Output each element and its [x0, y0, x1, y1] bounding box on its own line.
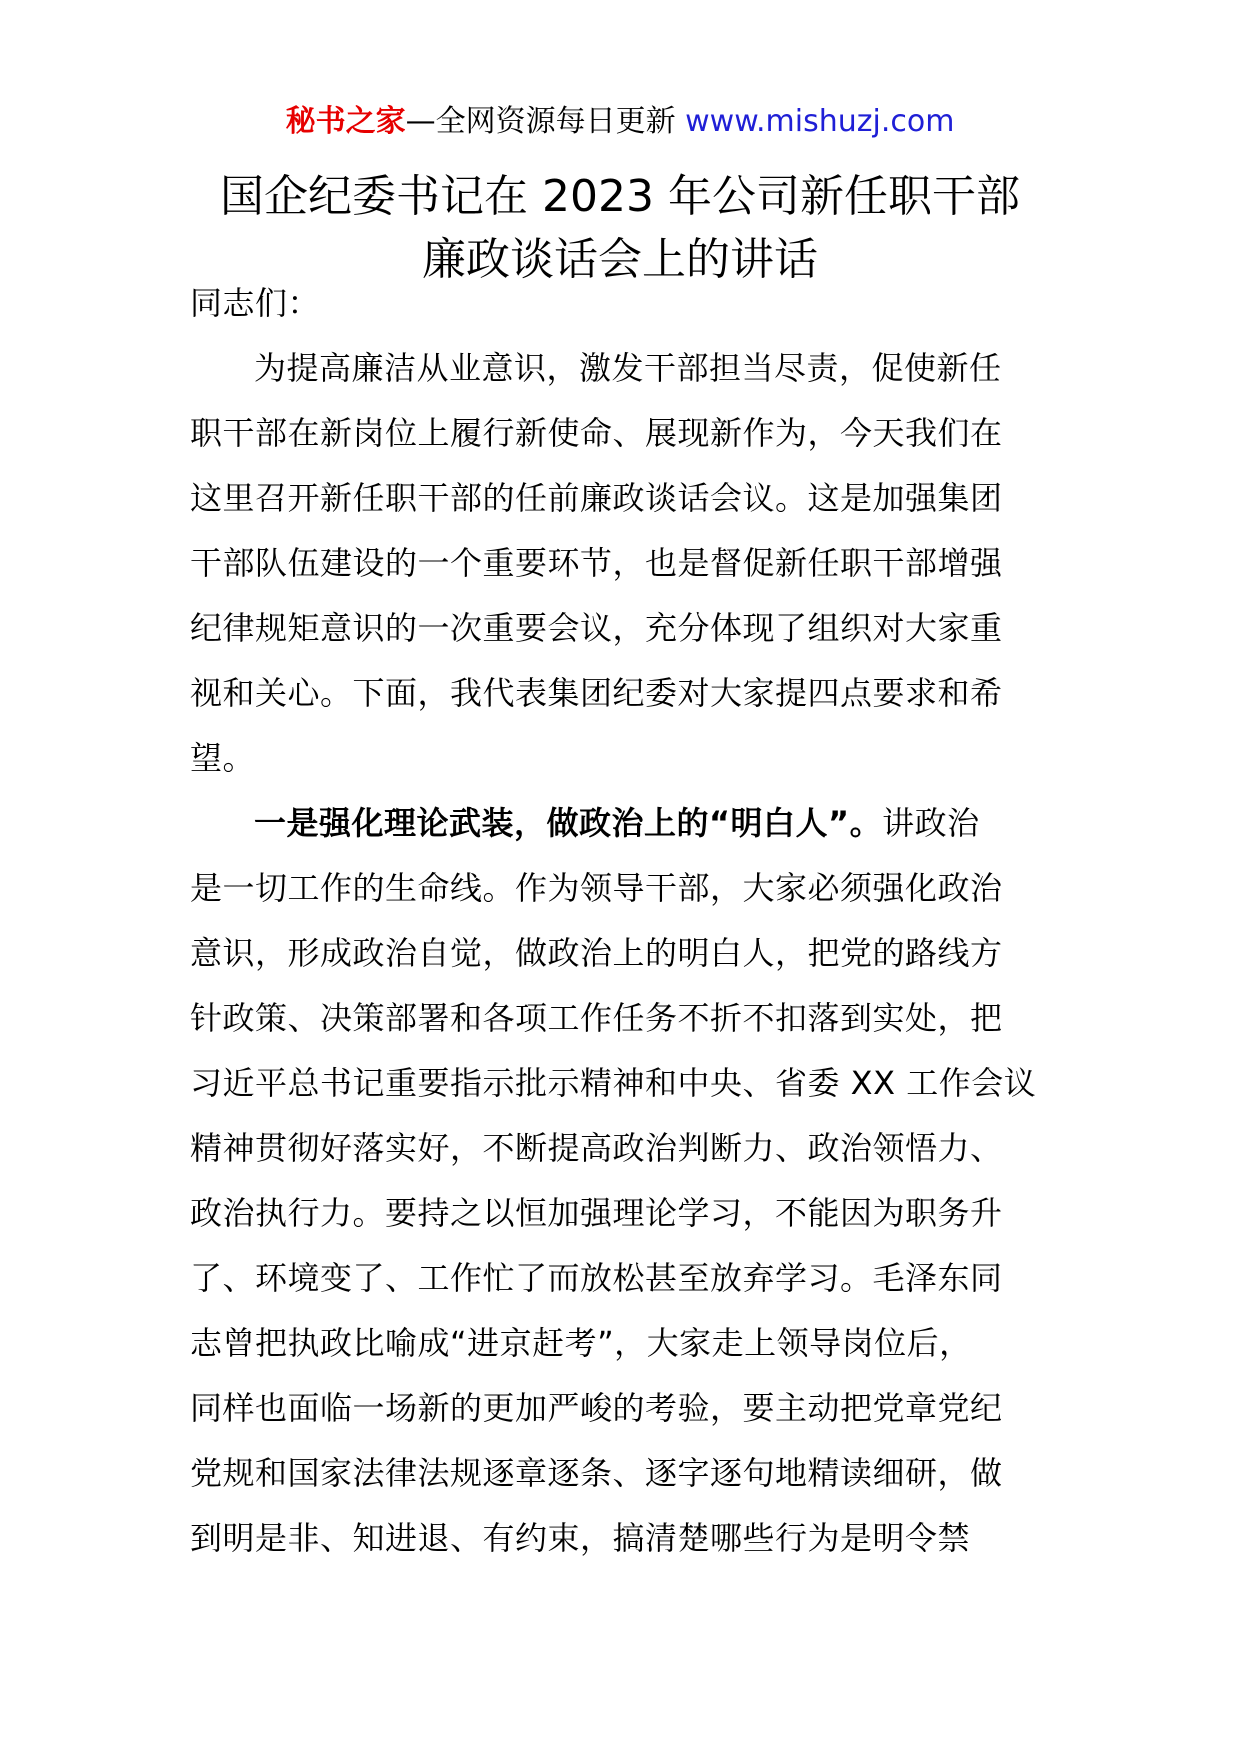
section-first-line — [190, 791, 1050, 856]
paragraph-line: 这里召开新任职干部的任前廉政谈话会议。这是加强集团 — [190, 479, 1003, 517]
paragraph-line: 志曾把执政比喻成“进京赶考”，大家走上领导岗位后， — [190, 1324, 972, 1362]
paragraph-line: 是一切工作的生命线。作为领导干部，大家必须强化政治 — [190, 869, 1003, 907]
site-header — [0, 100, 1240, 144]
paragraph-line: 针政策、决策部署和各项工作任务不折不扣落到实处，把 — [190, 999, 1003, 1037]
paragraph-line: 政治执行力。要持之以恒加强理论学习，不能因为职务升 — [190, 1194, 1003, 1232]
paragraph-line: 党规和国家法律法规逐章逐条、逐字逐句地精读细研，做 — [190, 1454, 1003, 1492]
paragraph-line: 了、环境变了、工作忙了而放松甚至放弃学习。毛泽东同 — [190, 1259, 1003, 1297]
section-heading: 一是强化理论武装，做政治上的“明白人”。 — [254, 804, 883, 842]
title-line: 国企纪委书记在 2023 年公司新任职干部 — [220, 171, 1020, 222]
paragraph-line: 干部队伍建设的一个重要环节，也是督促新任职干部增强 — [190, 544, 1003, 582]
title-line: 廉政谈话会上的讲话 — [422, 234, 818, 285]
site-url-link[interactable]: www.mishuzj.com — [685, 104, 955, 139]
paragraph-line: 到明是非、知进退、有约束，搞清楚哪些行为是明令禁 — [190, 1519, 971, 1557]
section-text: 讲政治 — [882, 804, 980, 842]
salutation: 同志们： — [190, 284, 321, 322]
brand-name: 秘书之家 — [285, 104, 406, 139]
document-body — [190, 271, 1050, 1571]
paragraph-line: 望。 — [190, 739, 256, 777]
paragraph-line: 精神贯彻好落实好，不断提高政治判断力、政治领悟力、 — [190, 1129, 1003, 1167]
header-tagline: —全网资源每日更新 — [405, 104, 686, 139]
paragraph-line: 职干部在新岗位上履行新使命、展现新作为，今天我们在 — [190, 414, 1003, 452]
paragraph-line: 为提高廉洁从业意识，激发干部担当尽责，促使新任 — [254, 349, 1002, 387]
paragraph-line: 视和关心。下面，我代表集团纪委对大家提四点要求和希 — [190, 674, 1003, 712]
paragraph-line: 纪律规矩意识的一次重要会议，充分体现了组织对大家重 — [190, 609, 1003, 647]
paragraph-line: 习近平总书记重要指示批示精神和中央、省委 XX 工作会议 — [190, 1064, 1037, 1102]
paragraph-line: 意识，形成政治自觉，做政治上的明白人，把党的路线方 — [190, 934, 1003, 972]
paragraph-line: 同样也面临一场新的更加严峻的考验，要主动把党章党纪 — [190, 1389, 1003, 1427]
